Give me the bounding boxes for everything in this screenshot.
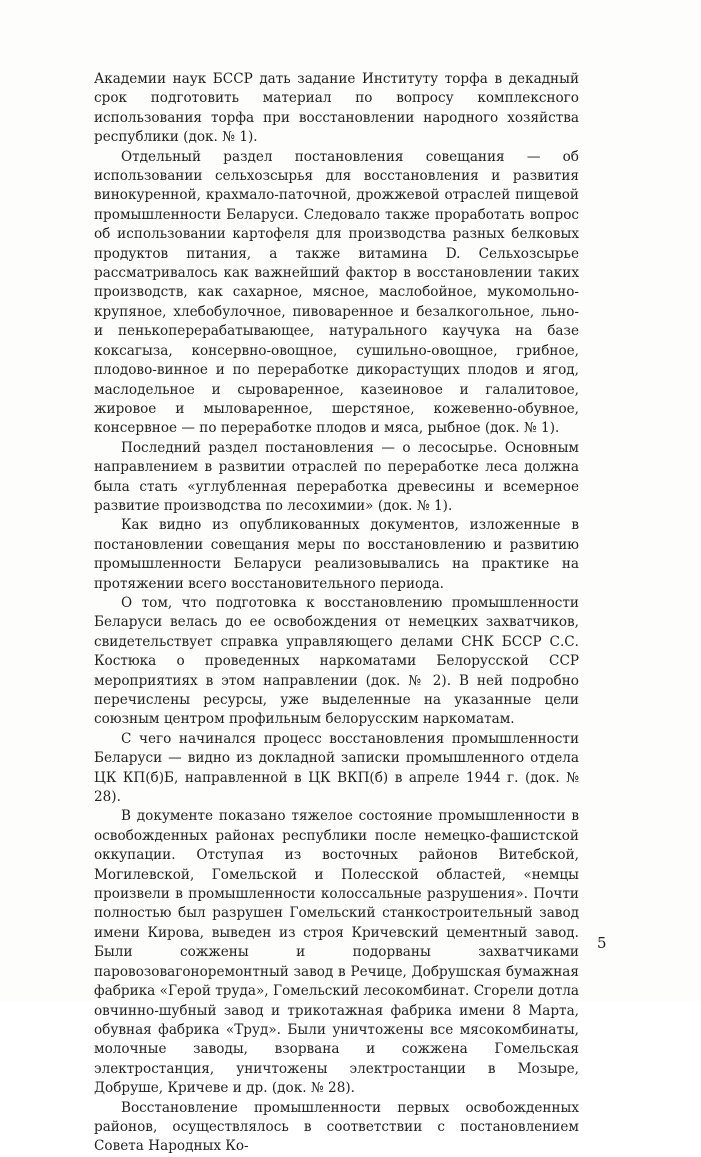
paragraph-6: С чего начинался процесс восстановления промышленности Беларуси — видно из докладной записки промышленного отдела ЦК КП(б)Б, направленной в ЦК ВКП(б) в апреле 1944 г. (док. № 28). (94, 730, 579, 806)
page-number: 5 (597, 934, 607, 952)
paragraph-3: Последний раздел постановления — о лесосырье. Основным направлением в развитии отраслей по переработке леса должна была стать «углубленная переработка древесины и всемерное развитие производства по лесохимии» (док. № 1). (94, 439, 579, 514)
paragraph-5: О том, что подготовка к восстановлению промышленности Беларуси велась до ее освобождения от немецких захватчиков, свидетельствует справка управляющего делами СНК БССР С.С. Костюка о проведенных наркоматами Белорусской ССР мероприятиях в этом направлении (док. № 2). В ней подробно перечислены ресурсы, уже выделенные на указанные цели союзным центром профильным белорусским наркоматам. (94, 594, 579, 728)
paragraph-4: Как видно из опубликованных документов, изложенные в постановлении совещания меры по восстановлению и развитию промышленности Беларуси реализовывались на практике на протяжении всего восстановительного периода. (94, 517, 579, 592)
paragraph-8: Восстановление промышленности первых освобожденных районов, осуществлялось в соответствии с постановлением Совета Народных Ко- (94, 1099, 579, 1155)
paragraph-2: Отдельный раздел постановления совещания — об использовании сельхозсырья для восстановления и развития винокуренной, крахмало-паточной, дрожжевой отраслей пищевой промышленности Беларуси. Следовало также проработать вопрос об использовании картофеля для производства разных белковых продуктов питания, а также витамина D. Сельхозсырье рассматривалось как важнейший фактор в восстановлении таких производств, как сахарное, мясное, маслобойное, мукомольно-крупяное, хлебобулочное, пивоваренное и безалкогольное, льно- и пенькоперерабатывающее, натурального каучука на базе коксагыза, консервно-овощное, сушильно-овощное, грибное, плодово-винное и по переработке дикорастущих плодов и ягод, маслодельное и сыроваренное, казеиновое и галалитовое, жировое и мыловаренное, шерстяное, кожевенно-обувное, консервное — по переработке плодов и мяса, рыбное (док. № 1). (94, 148, 579, 437)
paragraph-1: Академии наук БССР дать задание Институту торфа в декадный срок подготовить материал по вопросу комплексного использования торфа при восстановлении народного хозяйства республики (док. № 1). (94, 71, 579, 146)
body-text (94, 70, 579, 1157)
paragraph-7: В документе показано тяжелое состояние промышленности в освобожденных районах республики после немецко-фашистской оккупации. Отступая из восточных районов Витебской, Могилевской, Гомельской и Полесской областей, «немцы произвели в промышленности колоссальные разрушения». Почти полностью был разрушен Гомельский станкостроительный завод имени Кирова, выведен из строя Кричевский цементный завод. Были сожжены и подорваны захватчиками паровозовагоноремонтный завод в Речице, Добрушская бумажная фабрика «Герой труда», Гомельский лесокомбинат. Сгорели дотла овчинно-шубный завод и трикотажная фабрика имени 8 Марта, обувная фабрика «Труд». Были уничтожены все мясокомбинаты, молочные заводы, взорвана и сожжена Гомельская электростанция, уничтожены электростанции в Мозыре, Добруше, Кричеве и др. (док. № 28). (94, 808, 579, 1097)
